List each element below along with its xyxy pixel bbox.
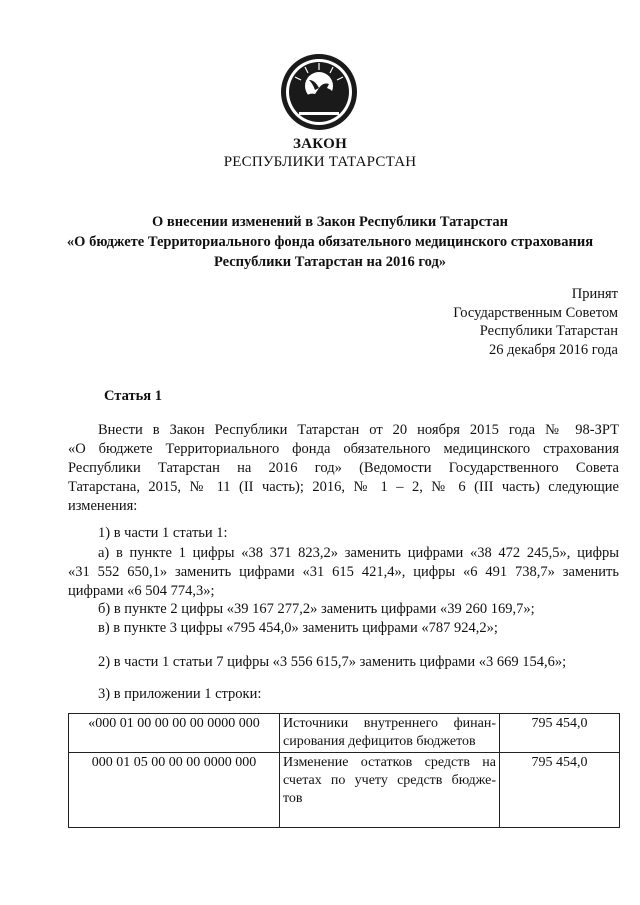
heading-line: Республики Татарстан на 2016 год» bbox=[213, 254, 447, 270]
text-line: Республики Татарстан на 2016 год» (Ведомости Государственного Совета bbox=[68, 460, 619, 476]
law-heading bbox=[40, 212, 620, 272]
item-3: 3) в приложении 1 строки: bbox=[98, 686, 262, 702]
text-line: а) в пункте 1 цифры «38 371 823,2» заменить цифрами «38 472 245,5», цифры bbox=[98, 545, 619, 561]
cell-line: сирования дефицитов бюджетов bbox=[283, 734, 476, 749]
amendment-table bbox=[68, 713, 620, 828]
law-title: ЗАКОН bbox=[292, 136, 348, 152]
item-1-head: 1) в части 1 статьи 1: bbox=[98, 525, 228, 541]
heading-line: «О бюджете Территориального фонда обязательного медицинского страхования bbox=[66, 234, 594, 250]
text-line: цифрами «6 504 774,3»; bbox=[68, 583, 215, 599]
adoption-line: Принят bbox=[571, 286, 618, 302]
adoption-line: Государственным Советом bbox=[453, 304, 618, 321]
budget-code-cell: 000 01 05 00 00 00 0000 000 bbox=[69, 753, 280, 828]
text-line: «О бюджете Территориального фонда обязательного медицинского страхования bbox=[68, 441, 619, 457]
source-name-cell bbox=[280, 753, 500, 828]
item-2: 2) в части 1 статьи 7 цифры «3 556 615,7» заменить цифрами «3 669 154,6»; bbox=[98, 654, 567, 670]
item-1c: в) в пункте 3 цифры «795 454,0» заменить цифрами «787 924,2»; bbox=[98, 620, 498, 636]
text-line: изменения: bbox=[68, 498, 138, 514]
budget-code-cell: «000 01 00 00 00 00 0000 000 bbox=[69, 714, 280, 753]
text-line: Татарстана, 2015, № 11 (II часть); 2016, № 1 – 2, № 6 (III часть) следующие bbox=[68, 479, 619, 495]
table-row bbox=[69, 714, 620, 753]
source-name-cell bbox=[280, 714, 500, 753]
cell-line: Изменение остатков средств на bbox=[283, 755, 496, 770]
law-subtitle: РЕСПУБЛИКИ ТАТАРСТАН bbox=[223, 154, 417, 170]
cell-line: тов bbox=[283, 791, 303, 806]
article-title: Статья 1 bbox=[104, 388, 162, 404]
amount-cell: 795 454,0 bbox=[500, 714, 620, 753]
item-1a bbox=[68, 544, 619, 601]
cell-line: Источники внутреннего финан- bbox=[283, 716, 496, 731]
coat-of-arms-icon bbox=[279, 52, 359, 132]
table-row bbox=[69, 753, 620, 828]
text-line: Внести в Закон Республики Татарстан от 20 ноября 2015 года № 98-ЗРТ bbox=[98, 422, 619, 438]
adoption-date: 26 декабря 2016 года bbox=[489, 341, 618, 358]
adoption-block bbox=[453, 285, 618, 359]
item-1b: б) в пункте 2 цифры «39 167 277,2» заменить цифрами «39 260 169,7»; bbox=[98, 601, 535, 617]
adoption-line: Республики Татарстан bbox=[479, 323, 618, 339]
article-intro bbox=[68, 421, 619, 516]
cell-line: счетах по учету средств бюдже- bbox=[283, 773, 496, 788]
amount-cell: 795 454,0 bbox=[500, 753, 620, 828]
heading-line: О внесении изменений в Закон Республики Татарстан bbox=[152, 214, 508, 230]
text-line: «31 552 650,1» заменить цифрами «31 615 421,4», цифры «6 491 738,7» заменить bbox=[68, 564, 619, 580]
